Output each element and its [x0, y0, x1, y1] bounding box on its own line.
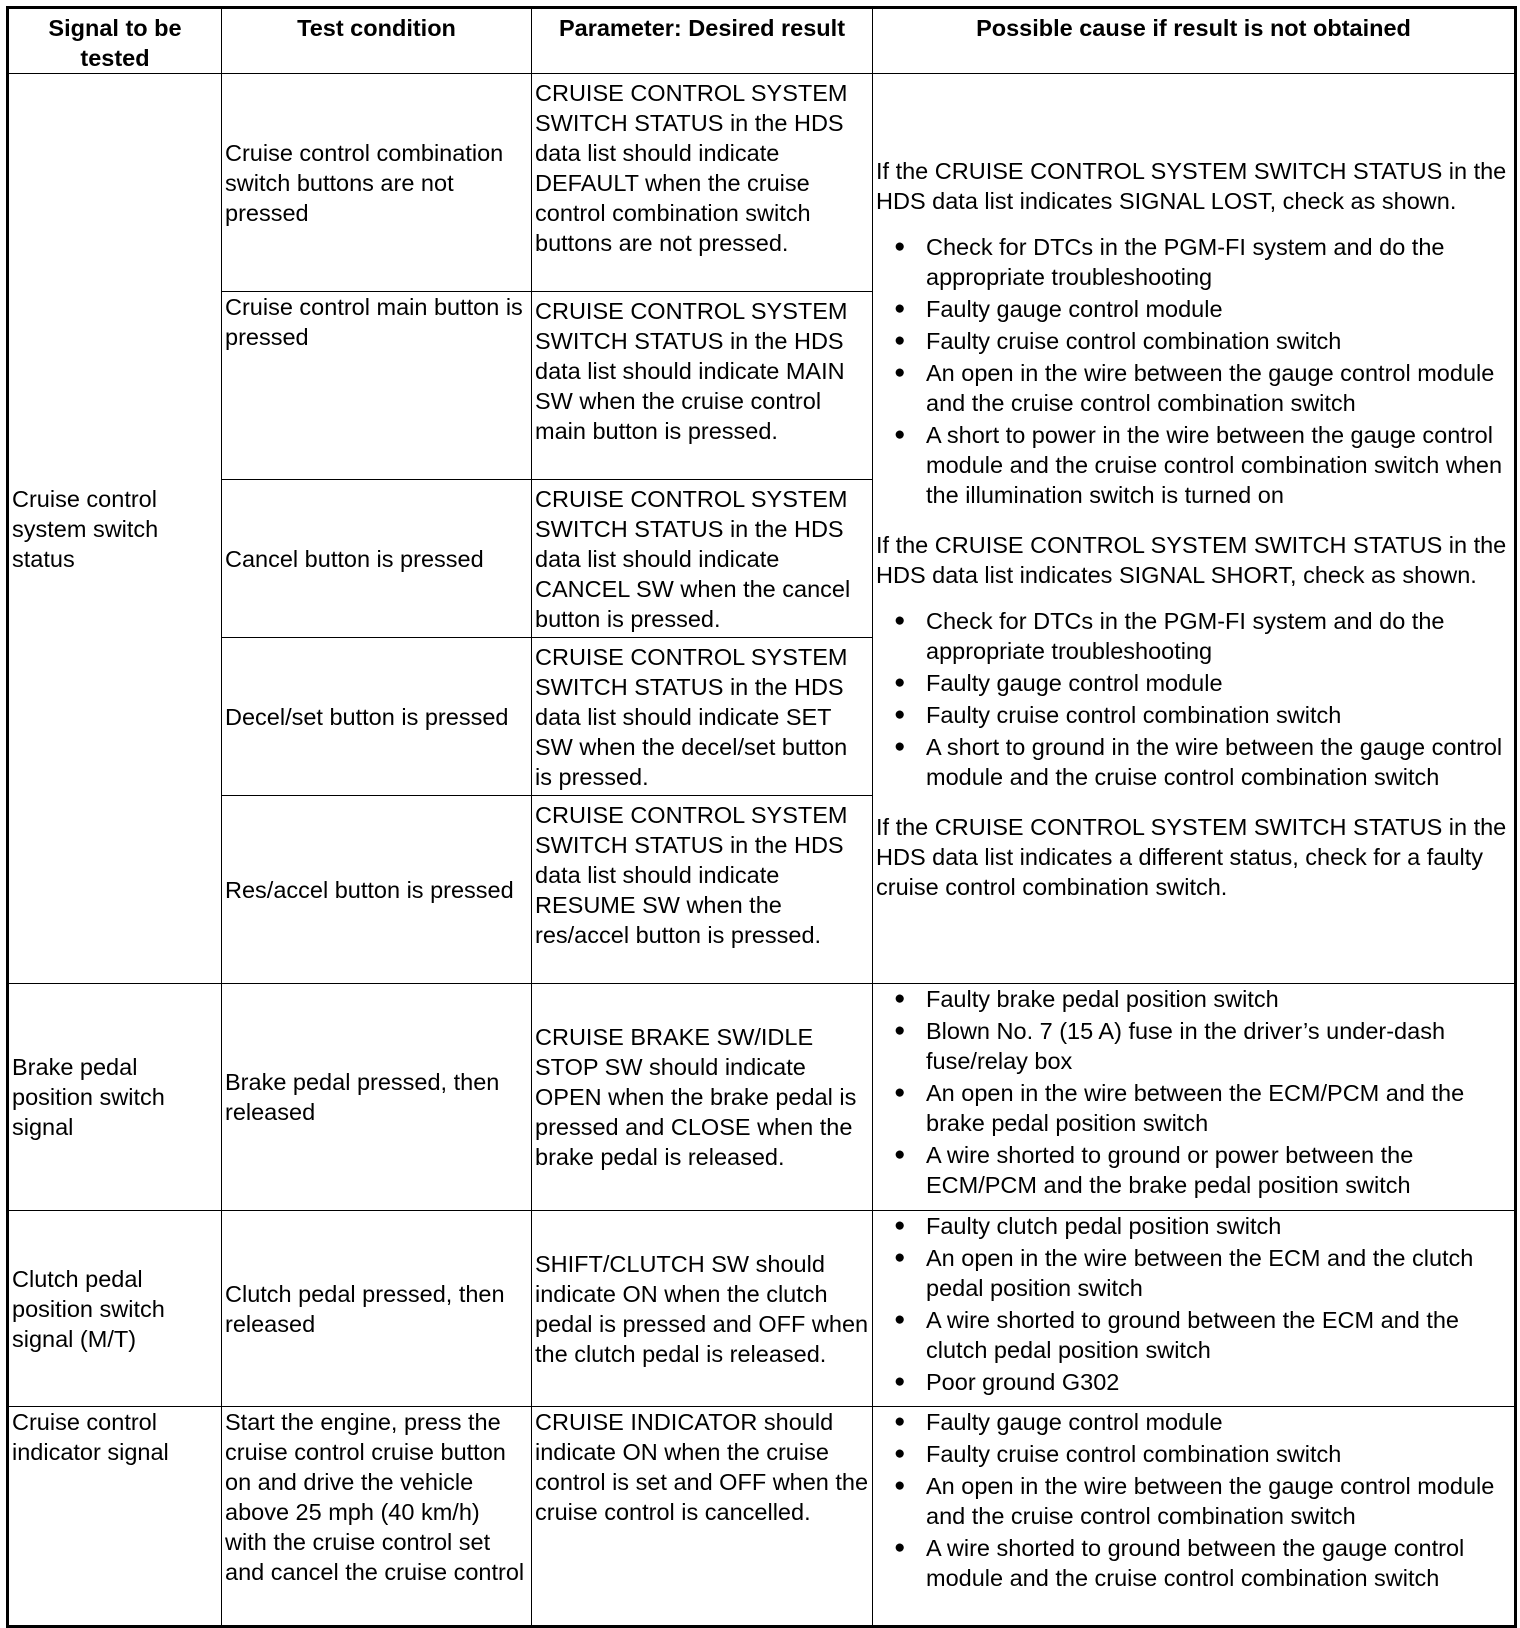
- list-item: ● Faulty clutch pedal position switch: [876, 1211, 1512, 1241]
- list-item: ● Faulty gauge control module: [876, 1407, 1512, 1437]
- list-item: ● Faulty brake pedal position switch: [876, 984, 1512, 1014]
- condition-cell: Decel/set button is pressed: [222, 638, 532, 796]
- table-row: [8, 1407, 1516, 1627]
- condition-cell: Cancel button is pressed: [222, 480, 532, 638]
- result-cell: CRUISE BRAKE SW/IDLE STOP SW should indicate OPEN when the brake pedal is pressed and CLOSE when the brake pedal is released.: [532, 984, 873, 1211]
- header-row: [8, 8, 1516, 74]
- list-item: ● Faulty cruise control combination switch: [876, 1439, 1512, 1469]
- cause-intro-signal-lost: If the CRUISE CONTROL SYSTEM SWITCH STATUS in the HDS data list indicates SIGNAL LOST, check as shown.: [876, 157, 1507, 214]
- list-item: ● An open in the wire between the gauge control module and the cruise control combination switch: [876, 1471, 1512, 1531]
- header-desired-result: Parameter: Desired result: [532, 8, 873, 74]
- cause-list: [876, 984, 1512, 1200]
- cause-cell: [873, 74, 1516, 984]
- list-item: ● An open in the wire between the ECM/PCM and the brake pedal position switch: [876, 1078, 1512, 1138]
- result-cell: SHIFT/CLUTCH SW should indicate ON when the clutch pedal is pressed and OFF when the clutch pedal is released.: [532, 1211, 873, 1407]
- list-item: ● Blown No. 7 (15 A) fuse in the driver’s under-dash fuse/relay box: [876, 1016, 1512, 1076]
- troubleshooting-table: [6, 6, 1517, 1628]
- header-test-condition: Test condition: [222, 8, 532, 74]
- list-item: ● Check for DTCs in the PGM-FI system and do the appropriate troubleshooting: [876, 606, 1512, 666]
- result-cell: CRUISE CONTROL SYSTEM SWITCH STATUS in the HDS data list should indicate RESUME SW when the res/accel button is pressed.: [532, 796, 873, 984]
- header-possible-cause: Possible cause if result is not obtained: [873, 8, 1516, 74]
- list-item: ● Check for DTCs in the PGM-FI system and do the appropriate troubleshooting: [876, 232, 1512, 292]
- signal-cell: Cruise control indicator signal: [8, 1407, 222, 1627]
- signal-cell: Cruise control system switch status: [8, 74, 222, 984]
- list-item: ● A short to ground in the wire between the gauge control module and the cruise control combination switch: [876, 732, 1512, 792]
- result-cell: CRUISE CONTROL SYSTEM SWITCH STATUS in the HDS data list should indicate DEFAULT when the cruise control combination switch buttons are not pressed.: [532, 74, 873, 292]
- condition-cell: Start the engine, press the cruise control cruise button on and drive the vehicle above 25 mph (40 km/h) with the cruise control set and cancel the cruise control: [222, 1407, 532, 1627]
- list-item: ● An open in the wire between the gauge control module and the cruise control combination switch: [876, 358, 1512, 418]
- header-signal: Signal to be tested: [8, 8, 222, 74]
- list-item: ● Faulty gauge control module: [876, 294, 1512, 324]
- list-item: ● A wire shorted to ground between the gauge control module and the cruise control combination switch: [876, 1533, 1512, 1593]
- list-item: ● Faulty gauge control module: [876, 668, 1512, 698]
- condition-cell: Cruise control combination switch buttons are not pressed: [222, 74, 532, 292]
- list-item: ● A wire shorted to ground or power between the ECM/PCM and the brake pedal position switch: [876, 1140, 1512, 1200]
- cause-cell: [873, 984, 1516, 1211]
- list-item: ● Faulty cruise control combination switch: [876, 700, 1512, 730]
- result-cell: CRUISE CONTROL SYSTEM SWITCH STATUS in the HDS data list should indicate MAIN SW when the cruise control main button is pressed.: [532, 292, 873, 480]
- cause-cell: [873, 1407, 1516, 1627]
- list-item: ● Poor ground G302: [876, 1367, 1512, 1397]
- table-row: [8, 1211, 1516, 1407]
- list-item: ● Faulty cruise control combination switch: [876, 326, 1512, 356]
- cause-list-signal-lost: [876, 232, 1512, 510]
- condition-cell: Res/accel button is pressed: [222, 796, 532, 984]
- condition-cell: Clutch pedal pressed, then released: [222, 1211, 532, 1407]
- cause-list-signal-short: [876, 606, 1512, 792]
- result-cell: CRUISE CONTROL SYSTEM SWITCH STATUS in the HDS data list should indicate CANCEL SW when the cancel button is pressed.: [532, 480, 873, 638]
- cause-intro-signal-short: If the CRUISE CONTROL SYSTEM SWITCH STATUS in the HDS data list indicates SIGNAL SHORT, check as shown.: [876, 531, 1507, 588]
- result-cell: CRUISE CONTROL SYSTEM SWITCH STATUS in the HDS data list should indicate SET SW when the decel/set button is pressed.: [532, 638, 873, 796]
- list-item: ● A wire shorted to ground between the ECM and the clutch pedal position switch: [876, 1305, 1512, 1365]
- cause-intro-different-status: If the CRUISE CONTROL SYSTEM SWITCH STATUS in the HDS data list indicates a different status, check for a faulty cruise control combination switch.: [876, 813, 1507, 900]
- result-cell: CRUISE INDICATOR should indicate ON when the cruise control is set and OFF when the cruise control is cancelled.: [532, 1407, 873, 1627]
- cause-list: [876, 1211, 1512, 1397]
- signal-cell: Brake pedal position switch signal: [8, 984, 222, 1211]
- table-row: [8, 984, 1516, 1211]
- table-row: [8, 74, 1516, 292]
- cause-cell: [873, 1211, 1516, 1407]
- cause-list: [876, 1407, 1512, 1593]
- condition-cell: Cruise control main button is pressed: [222, 292, 532, 480]
- signal-cell: Clutch pedal position switch signal (M/T): [8, 1211, 222, 1407]
- list-item: ● A short to power in the wire between the gauge control module and the cruise control combination switch when the illumination switch is turned on: [876, 420, 1512, 510]
- list-item: ● An open in the wire between the ECM and the clutch pedal position switch: [876, 1243, 1512, 1303]
- condition-cell: Brake pedal pressed, then released: [222, 984, 532, 1211]
